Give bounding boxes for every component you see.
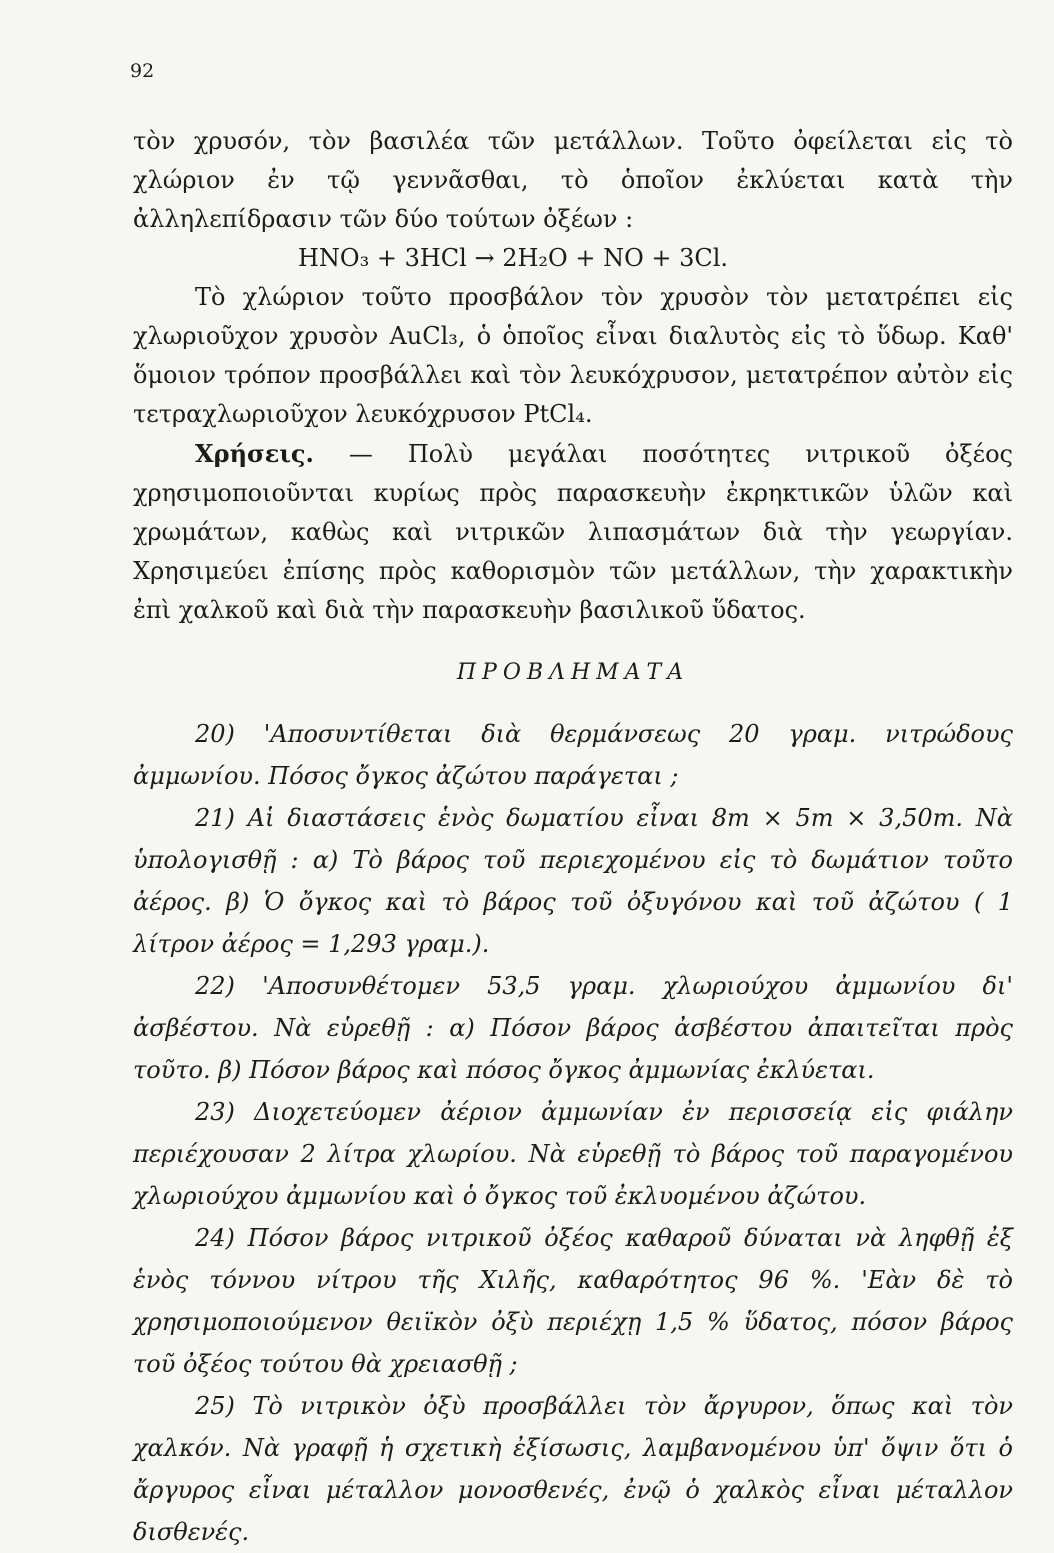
problem-item: [133, 797, 1013, 965]
problem-number: 25): [195, 1392, 235, 1420]
chemical-equation: HNO₃ + 3HCl → 2H₂O + NO + 3Cl.: [298, 244, 729, 272]
problem-text: Τὸ νιτρικὸν ὀξὺ προσβάλλει τὸν ἄργυρον, ὅπως καὶ τὸν χαλκόν. Νὰ γραφῇ ἡ σχετικὴ ἐξίσωσις, λαμβανομένου ὑπ' ὄψιν ὅτι ὁ ἄργυρος εἶναι μέταλλον μονοσθενές, ἐνῷ ὁ χαλκὸς εἶναι μέταλλον δισθενές.: [133, 1392, 1013, 1546]
uses-label: Χρήσεις.: [195, 439, 314, 468]
problem-item: [133, 1217, 1013, 1385]
problem-text: Αἱ διαστάσεις ἑνὸς δωματίου εἶναι 8m × 5m × 3,50m. Νὰ ὑπολογισθῇ : α) Τὸ βάρος τοῦ περιεχομένου εἰς τὸ δωμάτιον τοῦτο ἀέρος. β) Ὁ ὄγκος καὶ τὸ βάρος τοῦ ὀξυγόνου καὶ τοῦ ἀζώτου ( 1 λίτρον ἀέρος = 1,293 γραμ.).: [133, 804, 1013, 958]
body-text: [133, 122, 1013, 1553]
problem-number: 23): [195, 1098, 235, 1126]
problem-number: 22): [195, 972, 235, 1000]
chlorine-paragraph: Τὸ χλώριον τοῦτο προσβάλον τὸν χρυσὸν τὸν μετατρέπει εἰς χλωριοῦχον χρυσὸν AuCl₃, ὁ ὁποῖος εἶναι διαλυτὸς εἰς τὸ ὕδωρ. Καθ' ὅμοιον τρόπον προσβάλλει καὶ τὸν λευκόχρυσον, μετατρέπον αὐτὸν εἰς τετραχλωριοῦχον λευκόχρυσον PtCl₄.: [133, 283, 1013, 428]
problem-number: 21): [195, 804, 235, 832]
problem-number: 20): [195, 720, 235, 748]
problem-item: [133, 1091, 1013, 1217]
problem-item: [133, 965, 1013, 1091]
problem-text: 'Αποσυνθέτομεν 53,5 γραμ. χλωριούχου ἀμμωνίου δι' ἀσβέστου. Νὰ εὑρεθῇ : α) Πόσον βάρος ἀσβέστου ἀπαιτεῖται πρὸς τοῦτο. β) Πόσον βάρος καὶ πόσος ὄγκος ἀμμωνίας ἐκλύεται.: [133, 972, 1013, 1084]
problems-heading: ΠΡΟΒΛΗΜΑΤΑ: [456, 660, 690, 685]
problem-item: [133, 1385, 1013, 1553]
problem-text: 'Αποσυντίθεται διὰ θερμάνσεως 20 γραμ. νιτρώδους ἀμμωνίου. Πόσος ὄγκος ἀζώτου παράγεται ;: [133, 720, 1013, 790]
uses-text: — Πολὺ μεγάλαι ποσότητες νιτρικοῦ ὀξέος χρησιμοποιοῦνται κυρίως πρὸς παρασκευὴν ἐκρηκτικῶν ὑλῶν καὶ χρωμάτων, καθὼς καὶ νιτρικῶν λιπασμάτων διὰ τὴν γεωργίαν. Χρησιμεύει ἐπίσης πρὸς καθορισμὸν τῶν μετάλλων, τὴν χαρακτικὴν ἐπὶ χαλκοῦ καὶ διὰ τὴν παρασκευὴν βασιλικοῦ ὕδατος.: [133, 440, 1013, 624]
problem-number: 24): [195, 1224, 235, 1252]
page-number: 92: [130, 60, 155, 82]
intro-paragraph: τὸν χρυσόν, τὸν βασιλέα τῶν μετάλλων. Τοῦτο ὀφείλεται εἰς τὸ χλώριον ἐν τῷ γεννᾶσθαι, τὸ ὁποῖον ἐκλύεται κατὰ τὴν ἀλληλεπίδρασιν τῶν δύο τούτων ὀξέων :: [133, 127, 1013, 233]
uses-paragraph: [133, 434, 1013, 630]
problem-text: Πόσον βάρος νιτρικοῦ ὀξέος καθαροῦ δύναται νὰ ληφθῇ ἐξ ἑνὸς τόννου νίτρου τῆς Χιλῆς, καθαρότητος 96 %. 'Εὰν δὲ τὸ χρησιμοποιούμενον θειϊκὸν ὀξὺ περιέχῃ 1,5 % ὕδατος, πόσον βάρος τοῦ ὀξέος τούτου θὰ χρειασθῇ ;: [133, 1224, 1013, 1378]
problem-item: [133, 713, 1013, 797]
problem-text: Διοχετεύομεν ἀέριον ἀμμωνίαν ἐν περισσείᾳ εἰς φιάλην περιέχουσαν 2 λίτρα χλωρίου. Νὰ εὑρεθῇ τὸ βάρος τοῦ παραγομένου χλωριούχου ἀμμωνίου καὶ ὁ ὄγκος τοῦ ἐκλυομένου ἀζώτου.: [133, 1098, 1013, 1210]
